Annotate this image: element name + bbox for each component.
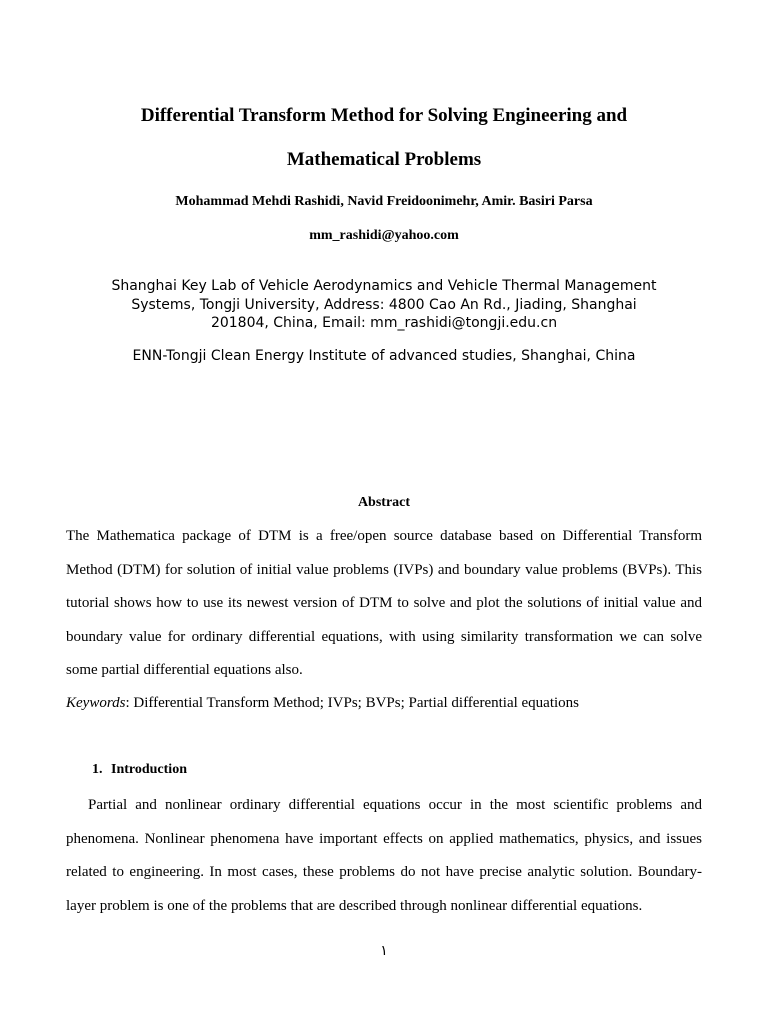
abstract-heading: Abstract	[357, 495, 411, 510]
introduction-paragraph: Partial and nonlinear ordinary differential equations occur in the most scientific problems and phenomena. Nonlinear phenomena have important effects on applied mathematics, physics, and issues related to engineering. In most cases, these problems do not have precise analytic solution. Boundary-layer problem is one of the problems that are described through nonlinear differential equations.	[66, 797, 702, 914]
affiliation-primary-line-1: Shanghai Key Lab of Vehicle Aerodynamics and Vehicle Thermal Management	[111, 278, 657, 294]
keywords-label: Keywords	[66, 695, 126, 711]
keywords-text: : Differential Transform Method; IVPs; BVPs; Partial differential equations	[125, 695, 580, 711]
author-email: mm_rashidi@yahoo.com	[309, 228, 459, 243]
affiliation-primary-line-3: 201804, China, Email: mm_rashidi@tongji.edu.cn	[210, 315, 558, 331]
section-title: Introduction	[111, 762, 187, 777]
paper-title-line-1: Differential Transform Method for Solving Engineering and	[140, 105, 628, 126]
paper-title-line-2: Mathematical Problems	[286, 149, 482, 170]
author-list: Mohammad Mehdi Rashidi, Navid Freidoonimehr, Amir. Basiri Parsa	[175, 194, 593, 209]
abstract-text: The Mathematica package of DTM is a free/open source database based on Differential Transform Method (DTM) for solution of initial value problems (IVPs) and boundary value problems (BVPs). This tutorial shows how to use its newest version of DTM to solve and plot the solutions of initial value and boundary value for ordinary differential equations, with using similarity transformation we can solve some partial differential equations also.	[66, 528, 702, 678]
section-heading-introduction	[92, 762, 187, 778]
affiliation-primary	[0, 277, 768, 333]
page-number: ١	[380, 943, 388, 959]
keywords-line	[66, 687, 702, 721]
section-number: 1.	[92, 762, 103, 777]
affiliation-secondary: ENN-Tongji Clean Energy Institute of advanced studies, Shanghai, China	[132, 348, 636, 364]
affiliation-primary-line-2: Systems, Tongji University, Address: 4800 Cao An Rd., Jiading, Shanghai	[131, 296, 637, 313]
